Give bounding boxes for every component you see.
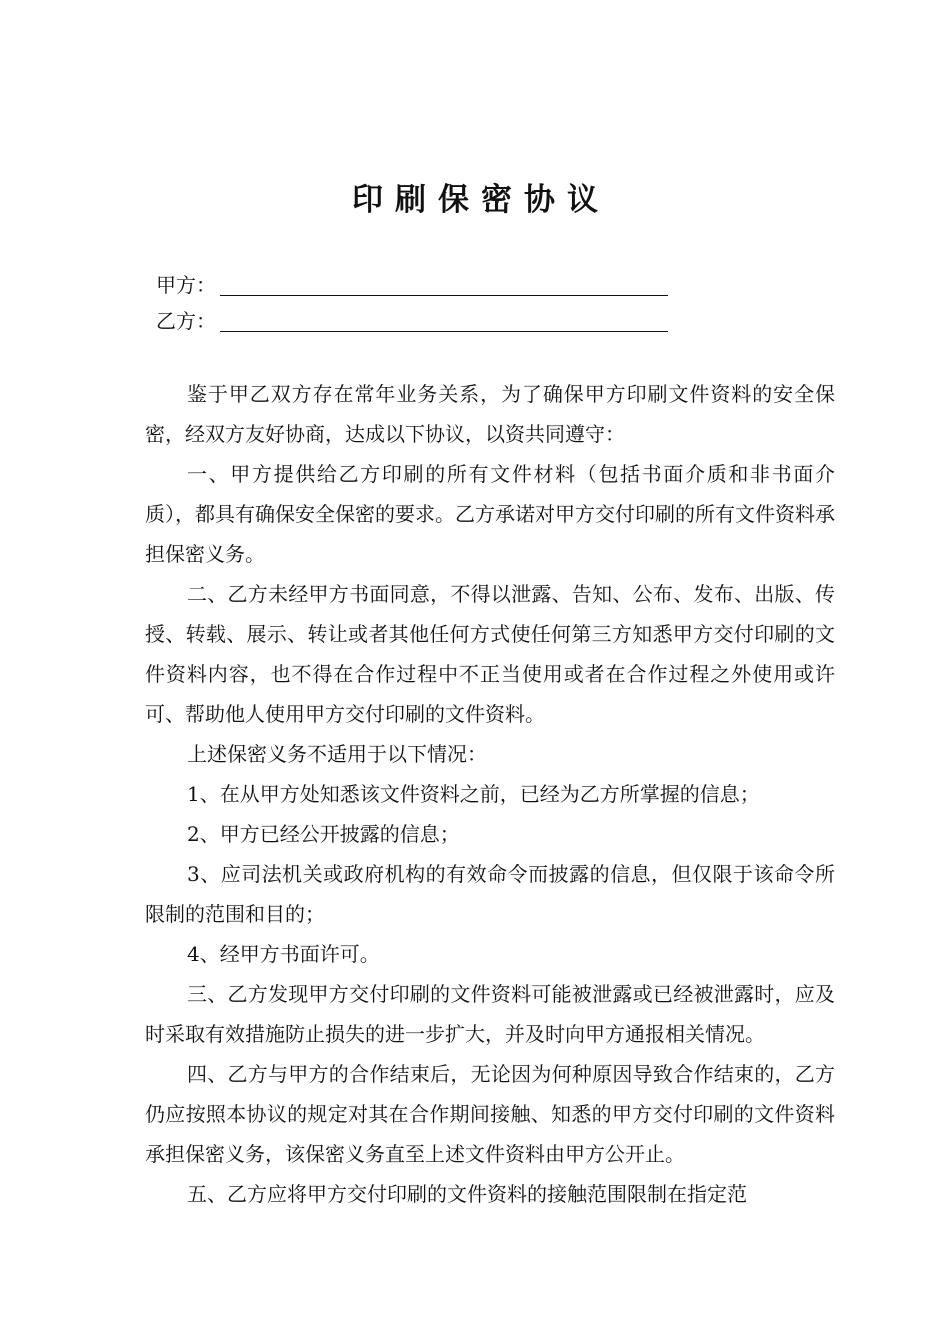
party-b-label: 乙方：	[156, 309, 216, 333]
party-a-label: 甲方：	[156, 273, 216, 297]
paragraph-clause-4: 四、乙方与甲方的合作结束后，无论因为何种原因导致合作结束的，乙方仍应按照本协议的规定对其在合作期间接触、知悉的甲方交付印刷的文件资料承担保密义务，该保密义务直至上述文件资料由甲方公开止。	[145, 1062, 835, 1166]
party-b-row	[156, 306, 668, 336]
paragraph-clause-5: 五、乙方应将甲方交付印刷的文件资料的接触范围限制在指定范	[187, 1182, 747, 1206]
paragraph-clause-3: 三、乙方发现甲方交付印刷的文件资料可能被泄露或已经被泄露时，应及时采取有效措施防止损失的进一步扩大，并及时向甲方通报相关情况。	[145, 982, 835, 1046]
paragraph-exception-3: 3、应司法机关或政府机构的有效命令而披露的信息，但仅限于该命令所限制的范围和目的；	[145, 862, 835, 926]
paragraph-clause-2: 二、乙方未经甲方书面同意，不得以泄露、告知、公布、发布、出版、传授、转载、展示、转让或者其他任何方式使任何第三方知悉甲方交付印刷的文件资料内容，也不得在合作过程中不正当使用或者在合作过程之外使用或许可、帮助他人使用甲方交付印刷的文件资料。	[145, 582, 835, 726]
paragraph-exception-1: 1、在从甲方处知悉该文件资料之前，已经为乙方所掌握的信息；	[187, 782, 760, 806]
party-a-blank-line	[220, 269, 668, 296]
party-a-row	[156, 270, 668, 300]
paragraph-exception-2: 2、甲方已经公开披露的信息；	[187, 822, 460, 846]
agreement-body	[145, 374, 835, 1214]
document-title: 印刷保密协议	[352, 182, 610, 218]
paragraph-exceptions-intro: 上述保密义务不适用于以下情况：	[187, 742, 487, 766]
paragraph-clause-1: 一、甲方提供给乙方印刷的所有文件材料（包括书面介质和非书面介质），都具有确保安全保密的要求。乙方承诺对甲方交付印刷的所有文件资料承担保密义务。	[145, 462, 835, 566]
paragraph-preamble: 鉴于甲乙双方存在常年业务关系，为了确保甲方印刷文件资料的安全保密，经双方友好协商，达成以下协议，以资共同遵守：	[145, 382, 835, 446]
paragraph-exception-4: 4、经甲方书面许可。	[187, 942, 380, 966]
party-b-blank-line	[220, 305, 668, 332]
